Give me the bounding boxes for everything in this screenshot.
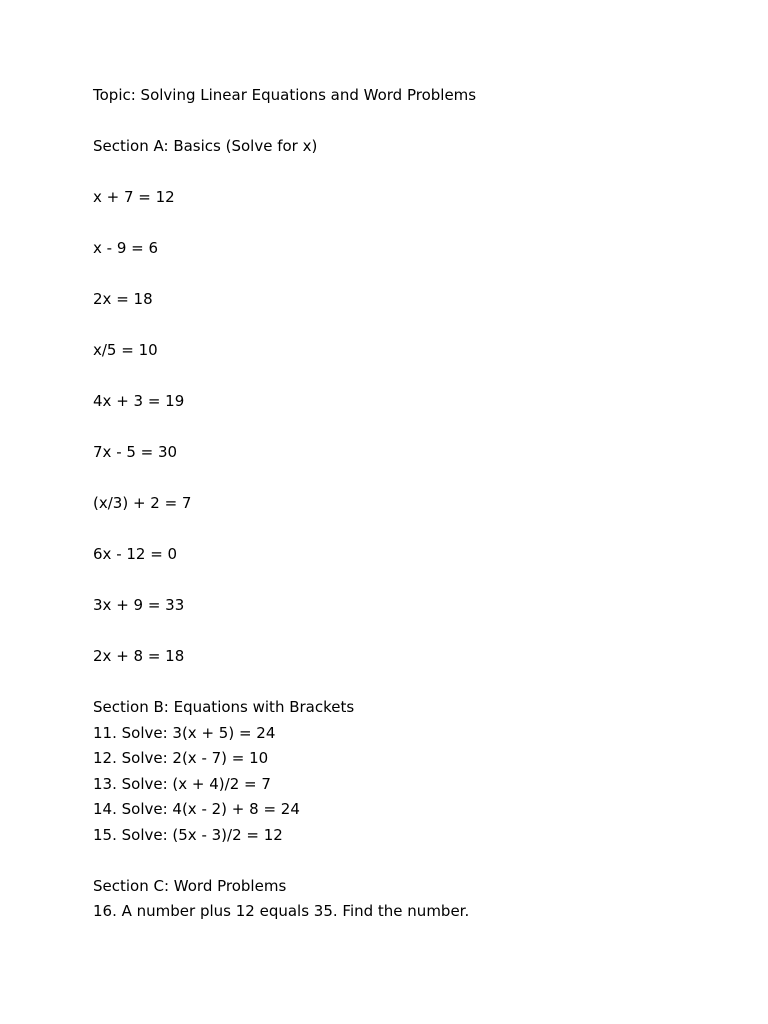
bracket-equation-item: 12. Solve: 2(x - 7) = 10 — [93, 749, 269, 767]
equation-item: x + 7 = 12 — [93, 188, 175, 206]
bracket-equation-item: 14. Solve: 4(x - 2) + 8 = 24 — [93, 800, 300, 818]
equation-item: (x/3) + 2 = 7 — [93, 494, 192, 512]
section-b-heading: Section B: Equations with Brackets — [93, 698, 355, 716]
equation-item: 2x + 8 = 18 — [93, 647, 185, 665]
equation-item: x/5 = 10 — [93, 341, 158, 359]
document-page — [93, 86, 733, 921]
topic-title: Topic: Solving Linear Equations and Word Problems — [93, 86, 477, 104]
equation-item: 4x + 3 = 19 — [93, 392, 185, 410]
bracket-equation-item: 11. Solve: 3(x + 5) = 24 — [93, 723, 276, 742]
bracket-equation-item: 15. Solve: (5x - 3)/2 = 12 — [93, 825, 283, 844]
section-c-heading: Section C: Word Problems — [93, 876, 287, 895]
equation-item: 2x = 18 — [93, 290, 153, 308]
word-problem-item: 16. A number plus 12 equals 35. Find the number. — [93, 902, 470, 920]
equation-item: 7x - 5 = 30 — [93, 443, 178, 461]
equation-item: 6x - 12 = 0 — [93, 545, 178, 563]
equation-item: 3x + 9 = 33 — [93, 596, 185, 614]
section-a-heading: Section A: Basics (Solve for x) — [93, 137, 318, 155]
bracket-equation-item: 13. Solve: (x + 4)/2 = 7 — [93, 774, 271, 793]
equation-item: x - 9 = 6 — [93, 239, 159, 257]
